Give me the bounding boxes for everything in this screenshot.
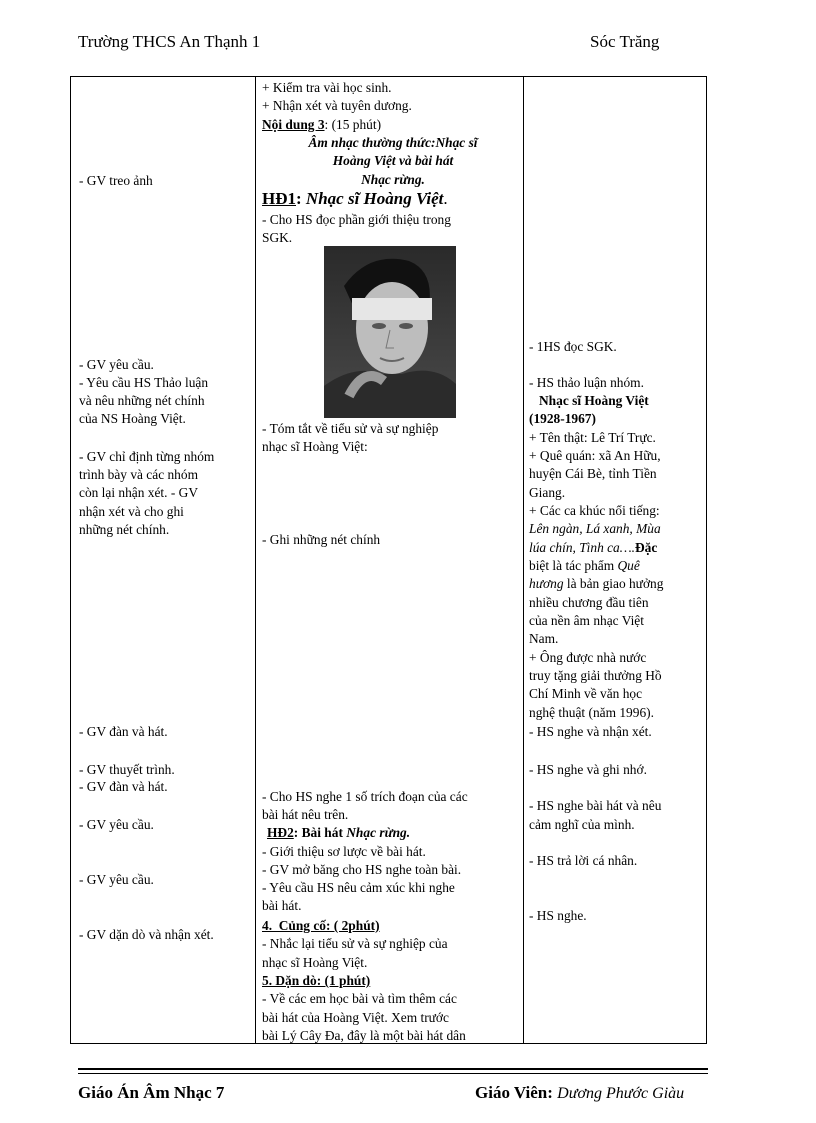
- teacher-line: - GV yêu cầu.: [79, 817, 154, 832]
- activity-1-label: HĐ1: [262, 189, 296, 208]
- teacher-line: - GV chỉ định từng nhóm: [79, 449, 215, 464]
- section-3-time: : (15 phút): [324, 117, 382, 132]
- student-line: Chí Minh về văn học: [529, 686, 643, 701]
- section-4-heading: 4. Củng cố: ( 2phút): [262, 918, 380, 933]
- topic-line: Âm nhạc thường thức:Nhạc sĩ: [308, 135, 478, 150]
- student-line: [529, 557, 640, 575]
- teacher-line: còn lại nhận xét. - GV: [79, 485, 198, 500]
- footer-rule: [78, 1068, 708, 1070]
- content-line: bài Lý Cây Đa, đây là một bài hát dân: [262, 1028, 466, 1043]
- footer-teacher-label: Giáo Viên:: [475, 1083, 558, 1102]
- student-line: nghệ thuật (năm 1996).: [529, 705, 654, 720]
- teacher-line: - GV yêu cầu.: [79, 872, 154, 887]
- teacher-line: nhận xét và cho ghi: [79, 504, 184, 519]
- composer-name: Nhạc sĩ Hoàng Việt: [539, 393, 649, 408]
- content-line: - Ghi những nét chính: [262, 532, 381, 547]
- teacher-line: - GV thuyết trình.: [79, 762, 175, 777]
- teacher-line: trình bày và các nhóm: [79, 467, 198, 482]
- activity-2-title: Nhạc rừng.: [346, 825, 411, 840]
- teacher-line: - Yêu cầu HS Thảo luận: [79, 375, 209, 390]
- composer-portrait-image: [324, 246, 456, 418]
- column-divider: [523, 77, 524, 1043]
- content-line: - Tóm tắt về tiểu sử và sự nghiệp: [262, 421, 439, 436]
- composer-years: (1928-1967): [529, 411, 596, 426]
- section-3-heading: [262, 116, 381, 134]
- footer-teacher-name: Dương Phước Giàu: [557, 1085, 685, 1102]
- header-school: Trường THCS An Thạnh 1: [78, 32, 261, 51]
- content-line: - Yêu cầu HS nêu cảm xúc khi nghe: [262, 880, 455, 895]
- content-line: + Kiểm tra vài học sinh.: [262, 80, 392, 95]
- content-line: - Về các em học bài và tìm thêm các: [262, 991, 457, 1006]
- text-span: là bản giao hưởng: [563, 576, 664, 591]
- lesson-table: [70, 76, 707, 1044]
- content-line: + Nhận xét và tuyên dương.: [262, 98, 412, 113]
- content-line: - Nhắc lại tiểu sử và sự nghiệp của: [262, 936, 448, 951]
- teacher-line: - GV đàn và hát.: [79, 724, 168, 739]
- student-line: của nền âm nhạc Việt: [529, 613, 644, 628]
- student-line: [529, 539, 657, 557]
- activity-1-dot: .: [443, 189, 448, 208]
- footer-rule: [78, 1073, 708, 1074]
- student-line: Giang.: [529, 485, 566, 500]
- content-line: bài hát.: [262, 898, 302, 913]
- activity-2-sep: : Bài hát: [293, 825, 347, 840]
- content-line: - Cho HS đọc phần giới thiệu trong: [262, 212, 451, 227]
- footer-teacher: [475, 1083, 684, 1103]
- student-line: nhiều chương đầu tiên: [529, 595, 649, 610]
- student-line: + Các ca khúc nổi tiếng:: [529, 503, 660, 518]
- teacher-line: - GV yêu cầu.: [79, 357, 154, 372]
- song-list-end: lúa chín, Tình ca….: [529, 540, 636, 555]
- student-line: truy tặng giải thưởng Hồ: [529, 668, 662, 683]
- student-line: - HS nghe bài hát và nêu: [529, 798, 662, 813]
- content-line: bài hát của Hoàng Việt. Xem trước: [262, 1010, 449, 1025]
- student-line: + Ông được nhà nước: [529, 650, 647, 665]
- student-line: - HS nghe và ghi nhớ.: [529, 762, 647, 777]
- student-line: + Quê quán: xã An Hữu,: [529, 448, 661, 463]
- column-divider: [255, 77, 256, 1043]
- student-line: Nam.: [529, 631, 559, 646]
- topic-line: Nhạc rừng.: [361, 172, 425, 187]
- student-line: + Tên thật: Lê Trí Trực.: [529, 430, 656, 445]
- activity-1-title: Nhạc sĩ Hoàng Việt: [305, 189, 444, 208]
- activity-2-label: HĐ2: [267, 825, 294, 840]
- activity-1-sep: :: [296, 189, 306, 208]
- teacher-line: và nêu những nét chính: [79, 393, 205, 408]
- portrait-illustration: [324, 246, 456, 418]
- work-title-part: Quê: [617, 558, 640, 573]
- work-title-part: hương: [529, 576, 564, 591]
- student-line: - HS thảo luận nhóm.: [529, 375, 644, 390]
- content-line: nhạc sĩ Hoàng Việt:: [262, 439, 368, 454]
- content-line: bài hát nêu trên.: [262, 807, 349, 822]
- student-line: [529, 575, 663, 593]
- student-line: huyện Cái Bè, tỉnh Tiền: [529, 466, 657, 481]
- content-line: nhạc sĩ Hoàng Việt.: [262, 955, 368, 970]
- footer-lesson-plan: Giáo Án Âm Nhạc 7: [78, 1083, 225, 1102]
- teacher-line: của NS Hoàng Việt.: [79, 411, 186, 426]
- student-line: Lên ngàn, Lá xanh, Mùa: [529, 521, 661, 536]
- highlight-word: Đặc: [635, 540, 658, 555]
- student-line: - HS nghe và nhận xét.: [529, 724, 652, 739]
- student-line: - 1HS đọc SGK.: [529, 339, 617, 354]
- text-span: biệt là tác phẩm: [529, 558, 618, 573]
- student-line: - HS nghe.: [529, 908, 587, 923]
- content-line: SGK.: [262, 230, 293, 245]
- student-line: cảm nghĩ của mình.: [529, 817, 635, 832]
- topic-line: Hoàng Việt và bài hát: [332, 153, 454, 168]
- teacher-line: - GV đàn và hát.: [79, 779, 168, 794]
- student-line: - HS trả lời cá nhân.: [529, 853, 638, 868]
- content-line: - Giới thiệu sơ lược về bài hát.: [262, 844, 426, 859]
- section-5-heading: 5. Dặn dò: (1 phút): [262, 973, 371, 988]
- teacher-line: những nét chính.: [79, 522, 170, 537]
- activity-2-heading: [267, 824, 410, 842]
- activity-1-heading: [262, 188, 448, 210]
- section-3-title: Nội dung 3: [262, 117, 325, 132]
- content-line: - GV mở băng cho HS nghe toàn bài.: [262, 862, 462, 877]
- header-province: Sóc Trăng: [590, 32, 660, 51]
- teacher-line: - GV dặn dò và nhận xét.: [79, 927, 214, 942]
- content-line: - Cho HS nghe 1 số trích đoạn của các: [262, 789, 468, 804]
- teacher-line: - GV treo ảnh: [79, 173, 153, 188]
